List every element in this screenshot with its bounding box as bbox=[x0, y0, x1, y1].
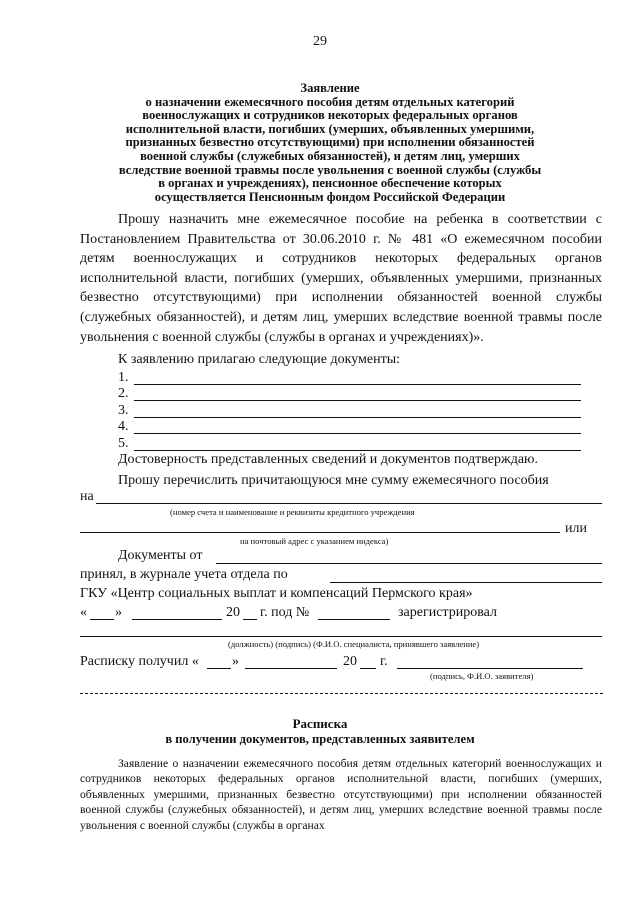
reg-number-label: г. под № bbox=[260, 605, 310, 620]
doc-line-2[interactable] bbox=[134, 400, 581, 401]
title-line: Заявление bbox=[300, 81, 360, 95]
docs-from-label: Документы от bbox=[118, 548, 203, 563]
postal-field[interactable] bbox=[80, 532, 560, 533]
doc-number: 2. bbox=[118, 386, 129, 401]
doc-number: 5. bbox=[118, 436, 129, 451]
doc-line-1[interactable] bbox=[134, 384, 581, 385]
request-paragraph: Прошу назначить мне ежемесячное пособие на ребенка в соответствии с Постановлением Правительства от 30.06.2010 г. № 481 «О ежемесячном пособии детям военнослужащих и сотрудников некоторых федеральных органов исполнительной власти, погибших (умерших, объявленных умершими, признанных безвестно отсутствующими) при исполнении обязанностей военной службы (служебных обязанностей), и детям лиц, умерших вследствие военной травмы после увольнения с военной службы (службы в органах и учреждениях)». bbox=[80, 212, 602, 345]
na-label: на bbox=[80, 489, 94, 504]
reg-number-field[interactable] bbox=[318, 619, 390, 620]
reg-date-open: « bbox=[80, 605, 87, 620]
doc-line-4[interactable] bbox=[134, 433, 581, 434]
title-line: признанных безвестно отсутствующими) при исполнении обязанностей bbox=[125, 135, 535, 150]
applicant-caption: (подпись, Ф.И.О. заявителя) bbox=[430, 671, 534, 681]
applicant-signature-field[interactable] bbox=[397, 668, 583, 669]
title-line: военной службы (служебных обязанностей), и детям лиц, умерших bbox=[140, 148, 520, 163]
receipt-received-label: Расписку получил « bbox=[80, 654, 199, 669]
reg-month-field[interactable] bbox=[132, 619, 222, 620]
title-line: осуществляется Пенсионным фондом Российской Федерации bbox=[154, 189, 506, 204]
specialist-caption: (должность) (подпись) (Ф.И.О. специалиста, принявшего заявление) bbox=[228, 639, 480, 649]
specialist-signature-field[interactable] bbox=[80, 636, 602, 637]
reg-year-field[interactable] bbox=[243, 619, 257, 620]
receipt-year-prefix: 20 bbox=[343, 654, 357, 669]
attachments-intro: К заявлению прилагаю следующие документы: bbox=[118, 352, 401, 367]
doc-number: 1. bbox=[118, 370, 129, 385]
account-field[interactable] bbox=[96, 503, 602, 504]
account-caption: (номер счета и наименование и реквизиты кредитного учреждения bbox=[170, 507, 415, 517]
receipt-subtitle: в получении документов, представленных заявителем bbox=[165, 732, 475, 746]
receipt-year-field[interactable] bbox=[360, 668, 376, 669]
gku-label: ГКУ «Центр социальных выплат и компенсаций Пермского края» bbox=[80, 586, 473, 601]
receipt-title: Расписка bbox=[292, 716, 348, 731]
confirm-statement: Достоверность представленных сведений и документов подтверждаю. bbox=[118, 452, 538, 467]
department-field[interactable] bbox=[330, 582, 602, 583]
doc-number: 3. bbox=[118, 403, 129, 418]
transfer-request: Прошу перечислить причитающуюся мне сумму ежемесячного пособия bbox=[118, 473, 549, 488]
postal-caption: на почтовый адрес с указанием индекса) bbox=[240, 536, 389, 546]
registered-label: зарегистрировал bbox=[398, 605, 497, 620]
title-line: о назначении ежемесячного пособия детям отдельных категорий bbox=[145, 94, 515, 109]
receipt-text: Заявление о назначении ежемесячного пособия детям отдельных категорий военнослужащих и сотрудников некоторых федеральных органов исполнительной власти, погибших (умерших, объявленных умершими, признанных безвестно отсутствующими) при исполнении обязанностей военной службы (служебных обязанностей), и детям лиц, умерших вследствие военной травмы после увольнения с военной службы (службы в органах bbox=[80, 757, 602, 832]
reg-date-close: » bbox=[115, 605, 122, 620]
reg-year-prefix: 20 bbox=[226, 605, 240, 620]
doc-number: 4. bbox=[118, 419, 129, 434]
ili-label: или bbox=[565, 521, 587, 536]
receipt-year-suffix: г. bbox=[380, 654, 388, 669]
title-line: исполнительной власти, погибших (умерших, объявленных умершими, bbox=[125, 121, 535, 136]
title-line: вследствие военной травмы после увольнения с военной службы (службы bbox=[118, 162, 542, 177]
cut-line-divider bbox=[80, 693, 603, 694]
accepted-label: принял, в журнале учета отдела по bbox=[80, 567, 288, 582]
receipt-day-field[interactable] bbox=[207, 668, 231, 669]
doc-line-5[interactable] bbox=[134, 450, 581, 451]
docs-from-field[interactable] bbox=[216, 563, 602, 564]
title-line: в органах и учреждениях), пенсионное обеспечение которых bbox=[158, 176, 502, 191]
page-number: 29 bbox=[313, 34, 327, 49]
doc-line-3[interactable] bbox=[134, 417, 581, 418]
reg-day-field[interactable] bbox=[90, 619, 114, 620]
receipt-date-close: » bbox=[232, 654, 239, 669]
title-line: военнослужащих и сотрудников некоторых федеральных органов bbox=[142, 108, 518, 123]
application-title bbox=[70, 82, 590, 204]
receipt-month-field[interactable] bbox=[245, 668, 337, 669]
